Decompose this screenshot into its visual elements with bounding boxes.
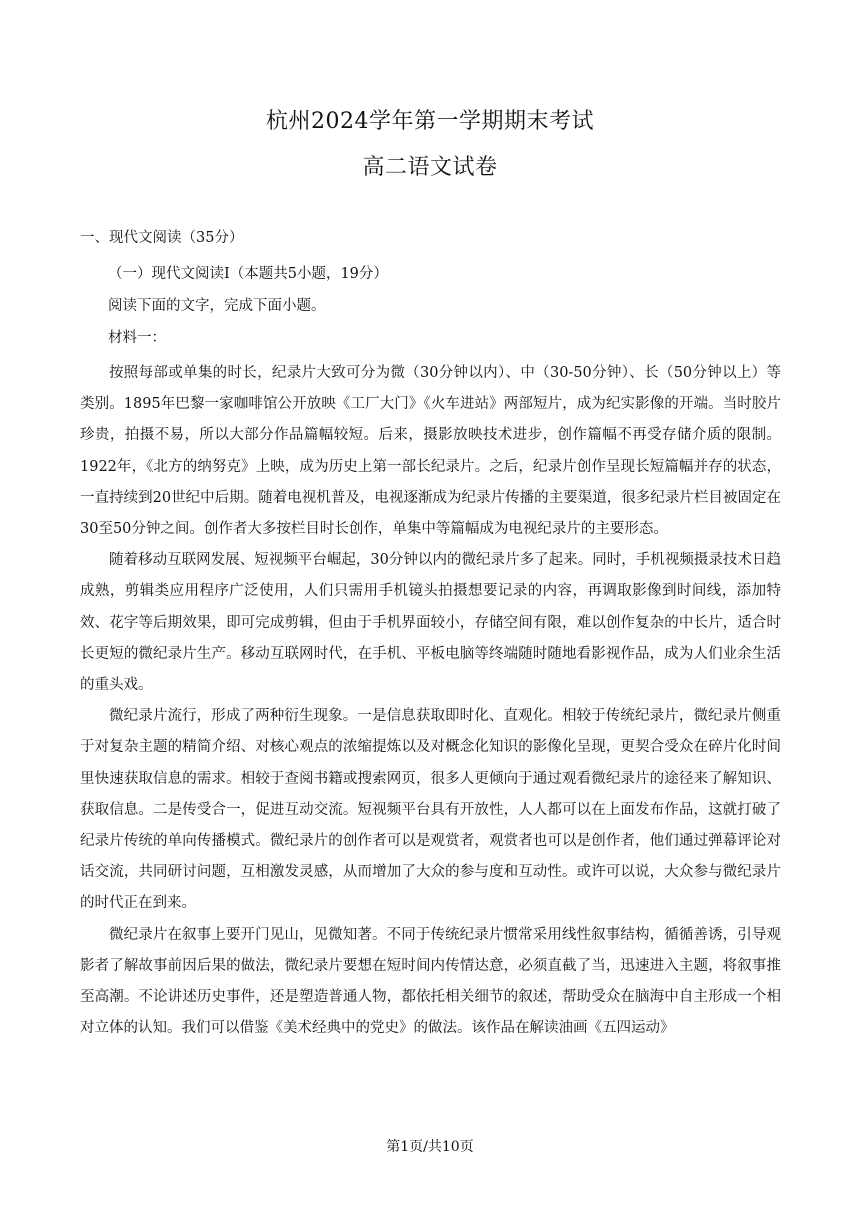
section-heading: 一、现代文阅读（35分） [80, 230, 244, 246]
reading-instruction: 阅读下面的文字，完成下面小题。 [108, 298, 326, 314]
material-label: 材料一： [108, 330, 166, 346]
subsection-heading: （一）现代文阅读Ⅰ（本题共5小题，19分） [108, 266, 388, 282]
paragraph: 微纪录片在叙事上要开门见山，见微知著。不同于传统纪录片惯常采用线性叙事结构，循循善诱，引导观影者了解故事前因后果的做法，微纪录片要想在短时间内传情达意，必须直截了当，迅速进入主题，将叙事推至高潮。不论讲述历史事件，还是塑造普通人物，都依托相关细节的叙述，帮助受众在脑海中自主形成一个相对立体的认知。我们可以借鉴《美术经典中的党史》的做法。该作品在解读油画《五四运动》 [80, 926, 781, 1037]
page-footer: 第1页/共10页 [386, 1139, 474, 1155]
exam-title: 杭州2024学年第一学期期末考试 [266, 109, 594, 134]
paragraph: 微纪录片流行，形成了两种衍生现象。一是信息获取即时化、直观化。相较于传统纪录片，微纪录片侧重于对复杂主题的精简介绍、对核心观点的浓缩提炼以及对概念化知识的影像化呈现，更契合受众在碎片化时间里快速获取信息的需求。相较于查阅书籍或搜索网页，很多人更倾向于通过观看微纪录片的途径来了解知识、获取信息。二是传受合一，促进互动交流。短视频平台具有开放性，人人都可以在上面发布作品，这就打破了纪录片传统的单向传播模式。微纪录片的创作者可以是观赏者，观赏者也可以是创作者，他们通过弹幕评论对话交流，共同研讨问题，互相激发灵感，从而增加了大众的参与度和互动性。或许可以说，大众参与微纪录片的时代正在到来。 [80, 708, 781, 912]
exam-subtitle: 高二语文试卷 [362, 155, 498, 180]
article-body [80, 358, 781, 1044]
paragraph: 按照每部或单集的时长，纪录片大致可分为微（30分钟以内）、中（30-50分钟）、长（50分钟以上）等类别。1895年巴黎一家咖啡馆公开放映《工厂大门》《火车进站》两部短片，成为纪实影像的开端。当时胶片珍贵，拍摄不易，所以大部分作品篇幅较短。后来，摄影放映技术进步，创作篇幅不再受存储介质的限制。1922年，《北方的纳努克》上映，成为历史上第一部长纪录片。之后，纪录片创作呈现长短篇幅并存的状态，一直持续到20世纪中后期。随着电视机普及，电视逐渐成为纪录片传播的主要渠道，很多纪录片栏目被固定在30至50分钟之间。创作者大多按栏目时长创作，单集中等篇幅成为电视纪录片的主要形态。 [80, 365, 781, 538]
paragraph: 随着移动互联网发展、短视频平台崛起，30分钟以内的微纪录片多了起来。同时，手机视频摄录技术日趋成熟，剪辑类应用程序广泛使用，人们只需用手机镜头拍摄想要记录的内容，再调取影像到时间线，添加特效、花字等后期效果，即可完成剪辑，但由于手机界面较小，存储空间有限，难以创作复杂的中长片，适合时长更短的微纪录片生产。移动互联网时代，在手机、平板电脑等终端随时随地看影视作品，成为人们业余生活的重头戏。 [80, 552, 781, 694]
